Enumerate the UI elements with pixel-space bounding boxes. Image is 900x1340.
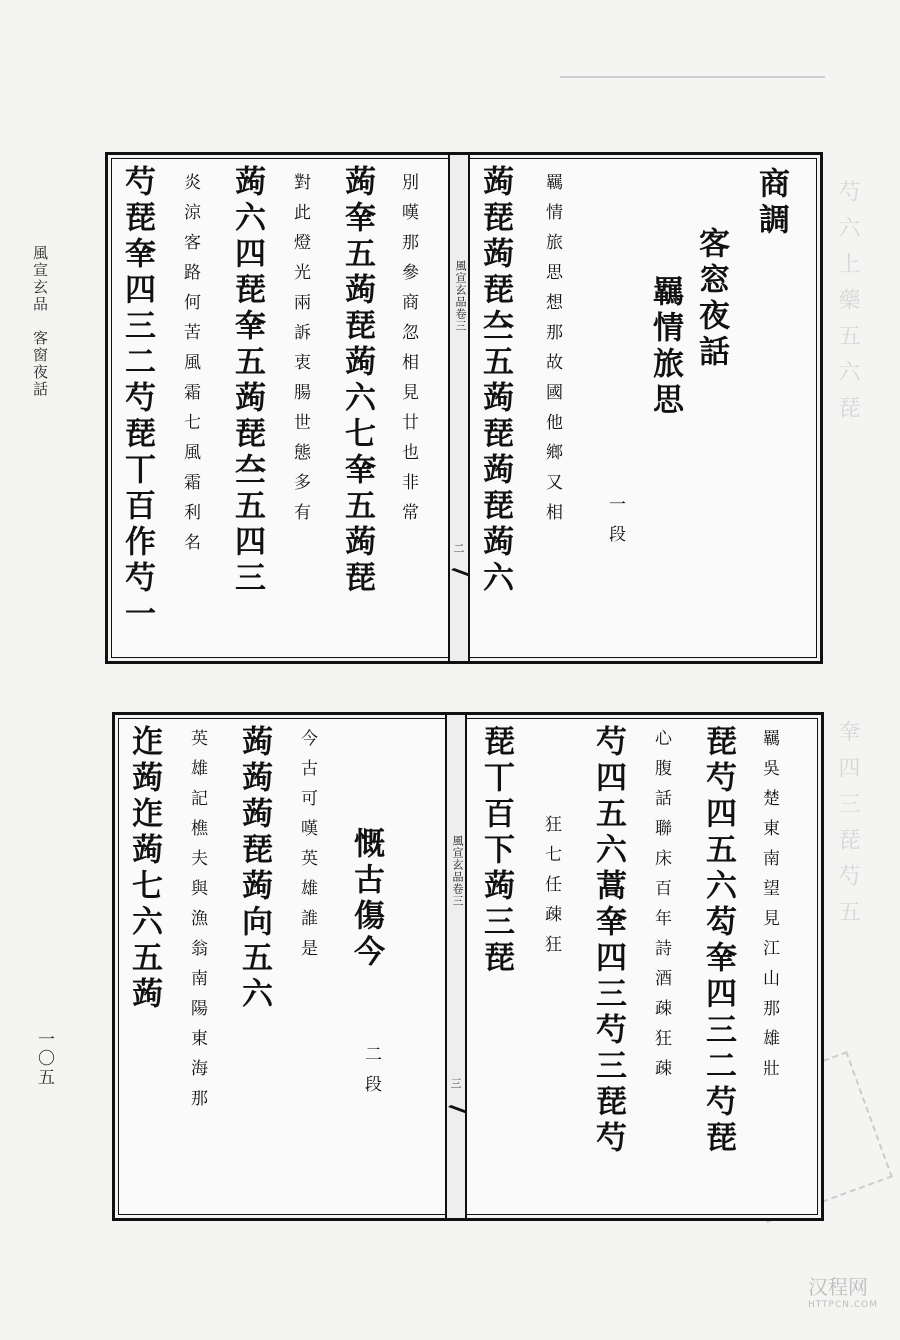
tablature-line: 琵丅百下蒟三琵	[478, 725, 514, 977]
watermark-url: HTTPCN.COM	[807, 1300, 878, 1310]
section-title: 羈情旅思	[647, 275, 683, 419]
fish-tail-mark	[448, 1094, 465, 1113]
lyric-line: 羈情旅思想那故國他鄉又相	[542, 173, 562, 533]
lyric-line: 羈吳楚東南望見江山那雄壯	[759, 729, 779, 1089]
fold-label: 風宣玄品卷三	[451, 835, 464, 907]
center-fold	[448, 155, 470, 661]
section-number: 一段	[605, 495, 625, 555]
center-fold	[445, 715, 467, 1218]
mode-title: 商調	[753, 167, 789, 239]
fold-label: 風宣玄品卷三	[454, 260, 467, 332]
piece-title: 客窓夜話	[693, 227, 729, 371]
tablature-line: 琵芍四五六芶羍四三二芍琵	[700, 725, 736, 1157]
watermark-text: 汉程网	[807, 1275, 868, 1299]
section-title: 慨古傷今	[348, 827, 384, 971]
tablature-line: 蒟琵蒟琵夳五蒟琵蒟琵蒟六	[477, 165, 513, 597]
lyric-line: 今古可嘆英雄誰是	[297, 729, 317, 969]
lyric-line: 炎涼客路何苦風霜七風霜利名	[180, 173, 200, 563]
bleed-through-text: 芍六上藥五六琵	[835, 180, 860, 432]
lower-left-half	[115, 715, 445, 1218]
lyric-line: 英雄記樵夫與漁翁南陽東海那	[187, 729, 207, 1119]
site-watermark	[808, 1271, 878, 1310]
tablature-line: 蒟六四琵羍五蒟琵夳五四三	[229, 165, 265, 597]
tablature-line: 迮蒟迮蒟七六五蒟	[126, 725, 162, 1013]
upper-right-half	[470, 155, 820, 661]
lyric-line: 狂七任疎狂	[541, 815, 561, 965]
running-title: 風宣玄品 客窗夜話	[31, 245, 49, 398]
lyric-line: 對此燈光兩訴衷腸世態多有	[290, 173, 310, 533]
page-number: 一〇五	[34, 1030, 54, 1087]
section-number: 二段	[361, 1045, 381, 1105]
fold-page-number: 三	[450, 1077, 462, 1090]
upper-score-block	[105, 152, 823, 664]
tablature-line: 芍四五六蒿羍四三芍三琵芍	[590, 725, 626, 1157]
upper-left-half	[108, 155, 448, 661]
fish-tail-mark	[451, 557, 468, 576]
top-rule	[560, 76, 825, 78]
bleed-through-text: 羍四三琵芍五	[835, 720, 860, 936]
tablature-line: 芍琵羍四三二芍琵丅百作芍一	[119, 165, 155, 633]
tablature-line: 蒟蒟蒟琵蒟向五六	[236, 725, 272, 1013]
fold-page-number: 二	[453, 542, 465, 555]
lower-right-half	[465, 715, 821, 1218]
tablature-line: 蒟羍五蒟琵蒟六七羍五蒟琵	[339, 165, 375, 597]
lyric-line: 別嘆那參商忽相見廿也非常	[398, 173, 418, 533]
lower-score-block	[112, 712, 824, 1221]
lyric-line: 心腹話聯床百年詩酒疎狂疎	[651, 729, 671, 1089]
